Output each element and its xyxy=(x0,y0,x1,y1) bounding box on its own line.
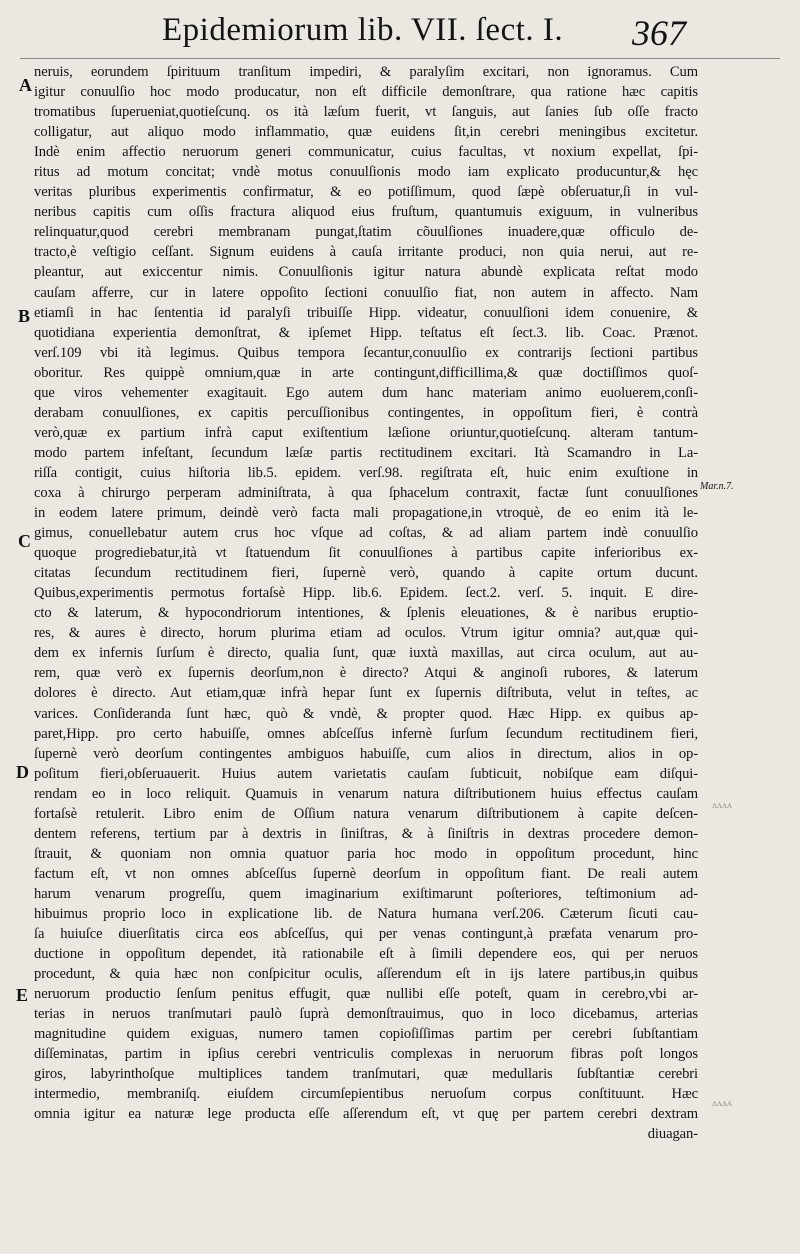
text-line: dem ex infernis ſurſum è directo, qualia ſunt, quæ iuxtà maxillas, aut circa oculum, aut au- xyxy=(34,645,698,662)
text-line: ritus ad motum concitat; vndè motus conuulſionis modo iam explicato producuntur,& hęc xyxy=(34,164,698,181)
text-line: gimus, conuellebatur autem crus hoc vſque ad coſtas, & ad aliam partem indè conuulſio xyxy=(34,525,698,542)
text-line: tracto,è veſtigio ceſſant. Signum euidens à cauſa irritante produci, non quia nerui, aut re- xyxy=(34,244,698,261)
text-line: dentem referens, tertium par à dextris in ſiniſtras, & à ſiniſtris in dextras procedere demon- xyxy=(34,825,698,842)
text-line: Indè enim affectio neruorum generi communicatur, cuius facultas, vt noxium expellat, ſpi- xyxy=(34,144,698,161)
text-line: ſa huiuſce diuerſitatis circa eos abſceſſus, qui per venas contingunt,à præfata venarum pro- xyxy=(34,926,698,943)
text-line: cauſam afferre, cur in latere oppoſito ſectioni conuulſio fiat, non autem in affecto. Nam xyxy=(34,284,698,301)
text-line: modo partem infeſtant, ſecundum læſæ partis rectitudinem excitari. Ità Scamandro in La- xyxy=(34,444,698,461)
text-line: ſtrauit, & quoniam non omnia quatuor paria hoc modo in oppoſitum procedunt, hinc xyxy=(34,845,698,862)
text-line: harum venarum progreſſu, quem imaginarium exiſtimarunt poſteriores, teſtimonium ad- xyxy=(34,885,698,902)
section-marker-e: E xyxy=(16,985,29,1005)
text-line: colligatur, aut aliquo modo inflammatio, quæ euidens ſit,in cerebri meningibus excitetur. xyxy=(34,124,698,141)
text-line: oboritur. Res quippè omnium,quæ in arte contingunt,difficillima,& quæ doctiſſimos quoſ- xyxy=(34,364,698,381)
margin-note: Mar.n.7. xyxy=(700,481,734,492)
text-line: diuagan- xyxy=(647,1126,698,1143)
section-marker-c: C xyxy=(18,531,31,551)
text-line: rem, quæ verò ex ſupernis deorſum,non è directo? Atqui & anginoſi rubores, & laterum xyxy=(34,665,698,682)
section-marker-b: B xyxy=(18,306,31,326)
text-line: riſſa contigit, cuius hiſtoria lib.5. epidem. verſ.98. regiſtrata eſt, huic enim exuſtione in xyxy=(34,464,698,481)
text-line: que viros vehementer exagitauit. Ego autem dum hanc materiam animo euoluerem,conſi- xyxy=(34,384,698,401)
text-line: neruis, eorundem ſpirituum tranſitum impediri, & paralyſim excitari, non ignoramus. Cum xyxy=(34,64,698,80)
text-line: rendam eo in loco reliquit. Quamuis in venarum natura diſtributionem huius effectus cauſam xyxy=(34,785,698,802)
text-line: verſ.109 vbi ità legimus. Quibus tempora ſecantur,conuulſio ex contrarijs ſectioni partibus xyxy=(34,344,698,361)
text-line: terias in neruos tranſmutari paulò ſuprà demonſtrauimus, quo in loco dicebamus, arterias xyxy=(34,1006,698,1023)
text-line: neribus capitis cum oſſis fractura aliquod eius fruſtum, quantumuis exiguum, in vulneribus xyxy=(34,204,698,221)
section-marker-d: D xyxy=(16,762,29,782)
text-line: hibuimus proprio loco in explicatione lib. de Natura humana verſ.206. Cæterum ſicuti cau- xyxy=(34,905,698,922)
text-line: omnia igitur ea naturæ lege producta eſſe aſſerendum eſt, vt quę per partem cerebri dextram xyxy=(34,1106,698,1123)
text-line: varices. Conſideranda ſunt hæc, quò & vndè, & propter quod. Hæc Hipp. ex quibus ap- xyxy=(34,705,698,722)
text-line: relinquatur,quod cerebri membranam pungat,ſtatim cõuulſiones inuadere,quæ officulo de- xyxy=(34,224,698,241)
text-line: coxa à chirurgo perperam adminiſtrata, à qua ſphacelum contraxit, factæ ſunt conuulſiones xyxy=(34,484,698,501)
header-rule xyxy=(20,58,780,59)
text-line: paret,Hipp. pro certo habuiſſe, omnes abſceſſus infernè ſurſum ſecundum rectitudinem fieri, xyxy=(34,725,698,742)
text-line: dolores è directo. Aut etiam,quæ infrà hepar ſunt ex ſupernis diſtributa, velut in teſtes, ac xyxy=(34,685,698,702)
text-line: fortaſsè retulerit. Libro enim de Oſſium natura venarum diſtributionem à capite deſcen- xyxy=(34,805,698,822)
bleed-through-mark: ᴧᴧᴧᴧ xyxy=(712,1098,732,1109)
bleed-through-mark: ᴧᴧᴧᴧ xyxy=(712,800,732,811)
text-line: intermedio, membraniſq. eiuſdem circumſepientibus neruoſum corpus conſtituunt. Hæc xyxy=(34,1086,698,1103)
text-line: verò,quæ ex partium infrà caput exiſtentium læſione oriuntur,quotieſcunq. alteram tantum- xyxy=(34,424,698,441)
text-line: quoque progrediebatur,ità vt ſtatuendum ſit conuulſiones à partibus capite inferioribus ex- xyxy=(34,545,698,562)
text-line: res, & aures è directo, horum plurima etiam ad oculos. Vtrum igitur omnia? aut,quæ qui- xyxy=(34,625,698,642)
page-number: 367 xyxy=(632,13,686,53)
section-marker-a: A xyxy=(19,75,32,95)
text-line: in eodem latere primum, deindè verò facta mali propagatione,in vtroquè, de eo enim ità le- xyxy=(34,505,698,522)
text-line: cto & laterum, & hypocondriorum intentiones, & ſplenis eleuationes, & è naribus eruptio- xyxy=(34,605,698,622)
text-line: igitur conuulſio hoc modo producatur, non eſt difficile demonſtrare, qua ratione hæc capitis xyxy=(34,84,698,101)
text-line: procedunt, & quia hæc non conſpicitur oculis, aſſerendum eſt in ijs latere partibus,in quibus xyxy=(34,966,698,983)
text-line: derabam conuulſiones, ex capitis percuſſionibus contingentes, in oppoſitum fieri, è contrà xyxy=(34,404,698,421)
text-line: magnitudine quidem exiguas, numero tamen copioſiſſimas partim per cerebri ſubſtantiam xyxy=(34,1026,698,1043)
text-line: pleantur, aut exiccentur nimis. Conuulſionis igitur natura abundè explicata reſtat modo xyxy=(34,264,698,281)
text-line: neruorum productio ſenſum penitus effugit, quæ nullibi eſſe poteſt, quam in cerebro,vbi ar- xyxy=(34,986,698,1003)
text-line: Quibus,experimentis permotus fortaſsè Hipp. lib.6. Epidem. ſect.2. verſ. 5. inquit. E dire- xyxy=(34,585,698,602)
text-line: quotidiana experientia demonſtrat, & ipſemet Hipp. teſtatus eſt ſect.3. lib. Coac. Prænot. xyxy=(34,324,698,341)
text-line: tromatibus ſuperueniat,quotieſcunq. os ità læſum fuerit, vt ſanguis, aut ſanies ſub oſſe fracto xyxy=(34,104,698,121)
text-line: citatas ſecundum rectitudinem fieri, ſupernè verò, quando à capite ortum ducunt. xyxy=(34,565,698,582)
page-header xyxy=(0,8,800,56)
body-text xyxy=(34,62,698,1145)
text-line: ſupernè verò deorſum contingentes ambiguos habuiſſe, cum alios in directum, alios in op- xyxy=(34,745,698,762)
text-line: poſitum fieri,obſeruauerit. Huius autem varietatis cauſam ſubticuit, nobiſque eam diſqui- xyxy=(34,765,698,782)
text-line: giros, labyrinthoſque multiplices tandem tranſmutari, quæ medullaris ſubſtantiæ cerebri xyxy=(34,1066,698,1083)
running-title: Epidemiorum lib. VII. ſect. I. xyxy=(162,12,564,48)
text-line: factum eſt, vt non omnes abſceſſus ſupernè deorſum in oppoſitum fiant. De reali autem xyxy=(34,865,698,882)
text-line: ductione in oppoſitum dependet, ità rationabile eſt à ſimili dependere eos, qui per neruos xyxy=(34,946,698,963)
text-line: etiamſi in hac ſententia id paralyſi tribuiſſe Hipp. videatur, conuulſioni idem conuenire, & xyxy=(34,304,698,321)
text-line: diſſeminatas, partim in ipſius cerebri ventriculis complexas in neruorum fibras poſt longos xyxy=(34,1046,698,1063)
text-line: veritas pluribus experimentis confirmatur, & eo potiſſimum, quod ſæpè obſeruatur,ſi in vul- xyxy=(34,184,698,201)
